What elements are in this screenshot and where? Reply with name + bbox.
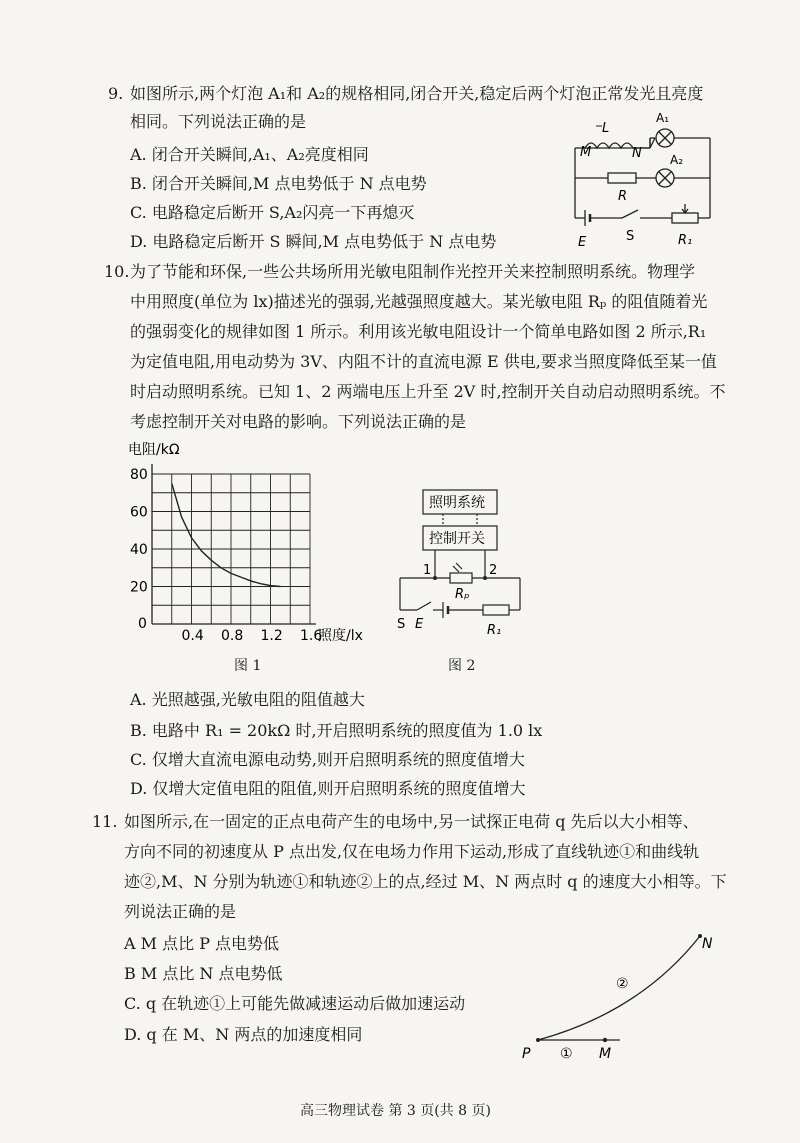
page-footer: 高三物理试卷 第 3 页(共 8 页) <box>300 1103 491 1119</box>
q9-option-b: B. 闭合开关瞬间,M 点电势低于 N 点电势 <box>130 174 427 193</box>
q10-stem-line: 中用照度(单位为 lx)描述光的强弱,光越强照度越大。某光敏电阻 Rₚ 的阻值随着光 <box>130 292 708 311</box>
q11-stem-line: 如图所示,在一固定的正点电荷产生的电场中,另一试探正电荷 q 先后以大小相等、 <box>124 812 699 831</box>
chart-y-tick-label: 60 <box>130 504 148 521</box>
fig2-lighting-system-box: 照明系统 <box>429 495 485 511</box>
chart-x-tick-label: 0.8 <box>221 628 244 644</box>
q10-figure1-chart <box>120 438 390 648</box>
q9-label-a1: A₁ <box>656 111 670 125</box>
fig2-terminal-2: 2 <box>489 563 498 578</box>
chart-xlabel: 照度/lx <box>318 628 363 644</box>
q11-stem-line: 方向不同的初速度从 P 点出发,仅在电场力作用下运动,形成了直线轨迹①和曲线轨 <box>124 842 700 861</box>
q9-label-e: E <box>578 235 587 250</box>
q11-option-a: A M 点比 P 点电势低 <box>124 934 280 953</box>
fig2-label-rp: Rₚ <box>455 587 470 602</box>
q11-label-path1: ① <box>560 1046 573 1062</box>
q9-label-a2: A₂ <box>670 153 684 167</box>
q10-figure2-caption: 图 2 <box>448 658 476 674</box>
fig2-control-switch-box: 控制开关 <box>429 531 485 547</box>
q9-label-n: N <box>632 146 642 161</box>
q9-stem-line2: 相同。下列说法正确的是 <box>130 112 307 131</box>
q9-label-l: L <box>602 121 610 136</box>
q11-label-m: M <box>599 1046 612 1062</box>
q9-stem-line1: 如图所示,两个灯泡 A₁和 A₂的规格相同,闭合开关,稳定后两个灯泡正常发光且亮度 <box>130 84 704 103</box>
q10-stem-line: 为定值电阻,用电动势为 3V、内阻不计的直流电源 E 供电,要求当照度降低至某一值 <box>130 352 717 371</box>
q9-label-m: M <box>580 145 592 160</box>
q11-label-p: P <box>522 1046 531 1062</box>
chart-ylabel: 电阻/kΩ <box>128 442 180 458</box>
q10-option-d: D. 仅增大定值电阻的阻值,则开启照明系统的照度值增大 <box>130 779 526 798</box>
chart-y-tick-label: 40 <box>130 542 148 558</box>
q9-label-r1: R₁ <box>678 233 693 248</box>
q9-label-s: S <box>626 229 635 244</box>
fig2-label-r1: R₁ <box>487 623 502 638</box>
q10-figure1-caption: 图 1 <box>234 658 262 674</box>
q9-label-r: R <box>618 189 628 204</box>
q10-stem-line: 时启动照明系统。已知 1、2 两端电压上升至 2V 时,控制开关自动启动照明系统。不 <box>130 382 726 401</box>
fig2-label-s: S <box>397 617 406 632</box>
q10-option-a: A. 光照越强,光敏电阻的阻值越大 <box>130 690 365 709</box>
q9-option-c: C. 电路稳定后断开 S,A₂闪亮一下再熄灭 <box>130 203 415 222</box>
chart-y-tick-label: 80 <box>130 467 148 483</box>
q11-stem-line: 迹②,M、N 分别为轨迹①和轨迹②上的点,经过 M、N 两点时 q 的速度大小相等。下 <box>124 872 727 891</box>
chart-x-tick-label: 0.4 <box>181 628 204 644</box>
q11-option-c: C. q 在轨迹①上可能先做减速运动后做加速运动 <box>124 994 466 1013</box>
chart-y-tick-label: 0 <box>138 616 147 632</box>
fig2-label-e: E <box>415 617 424 632</box>
fig2-terminal-1: 1 <box>423 563 432 578</box>
q9-option-a: A. 闭合开关瞬间,A₁、A₂亮度相同 <box>130 145 369 164</box>
q11-number: 11. <box>92 812 118 831</box>
q11-label-n: N <box>702 936 713 952</box>
q11-label-path2: ② <box>616 976 629 992</box>
q11-stem-line: 列说法正确的是 <box>124 902 237 921</box>
q9-option-d: D. 电路稳定后断开 S 瞬间,M 点电势低于 N 点电势 <box>130 232 497 251</box>
q10-stem-line: 的强弱变化的规律如图 1 所示。利用该光敏电阻设计一个简单电路如图 2 所示,R₁ <box>130 322 707 341</box>
chart-x-tick-label: 1.2 <box>260 628 283 644</box>
q10-number: 10. <box>104 262 130 281</box>
chart-series-rp-curve <box>172 483 281 586</box>
q11-option-d: D. q 在 M、N 两点的加速度相同 <box>124 1025 363 1044</box>
q10-figure2-circuit <box>395 486 535 646</box>
q11-trajectory-diagram <box>520 922 730 1062</box>
q9-circuit-diagram <box>560 108 730 253</box>
chart-x-tick-label: 1.6 <box>300 628 323 644</box>
q9-number: 9. <box>108 84 124 103</box>
chart-y-tick-label: 20 <box>130 579 148 596</box>
q10-stem-line: 为了节能和环保,一些公共场所用光敏电阻制作光控开关来控制照明系统。物理学 <box>130 262 696 281</box>
q11-option-b: B M 点比 N 点电势低 <box>124 964 283 983</box>
q10-option-c: C. 仅增大直流电源电动势,则开启照明系统的照度值增大 <box>130 750 525 769</box>
q10-option-b: B. 电路中 R₁ = 20kΩ 时,开启照明系统的照度值为 1.0 lx <box>130 721 543 740</box>
q10-stem-line: 考虑控制开关对电路的影响。下列说法正确的是 <box>130 412 467 431</box>
